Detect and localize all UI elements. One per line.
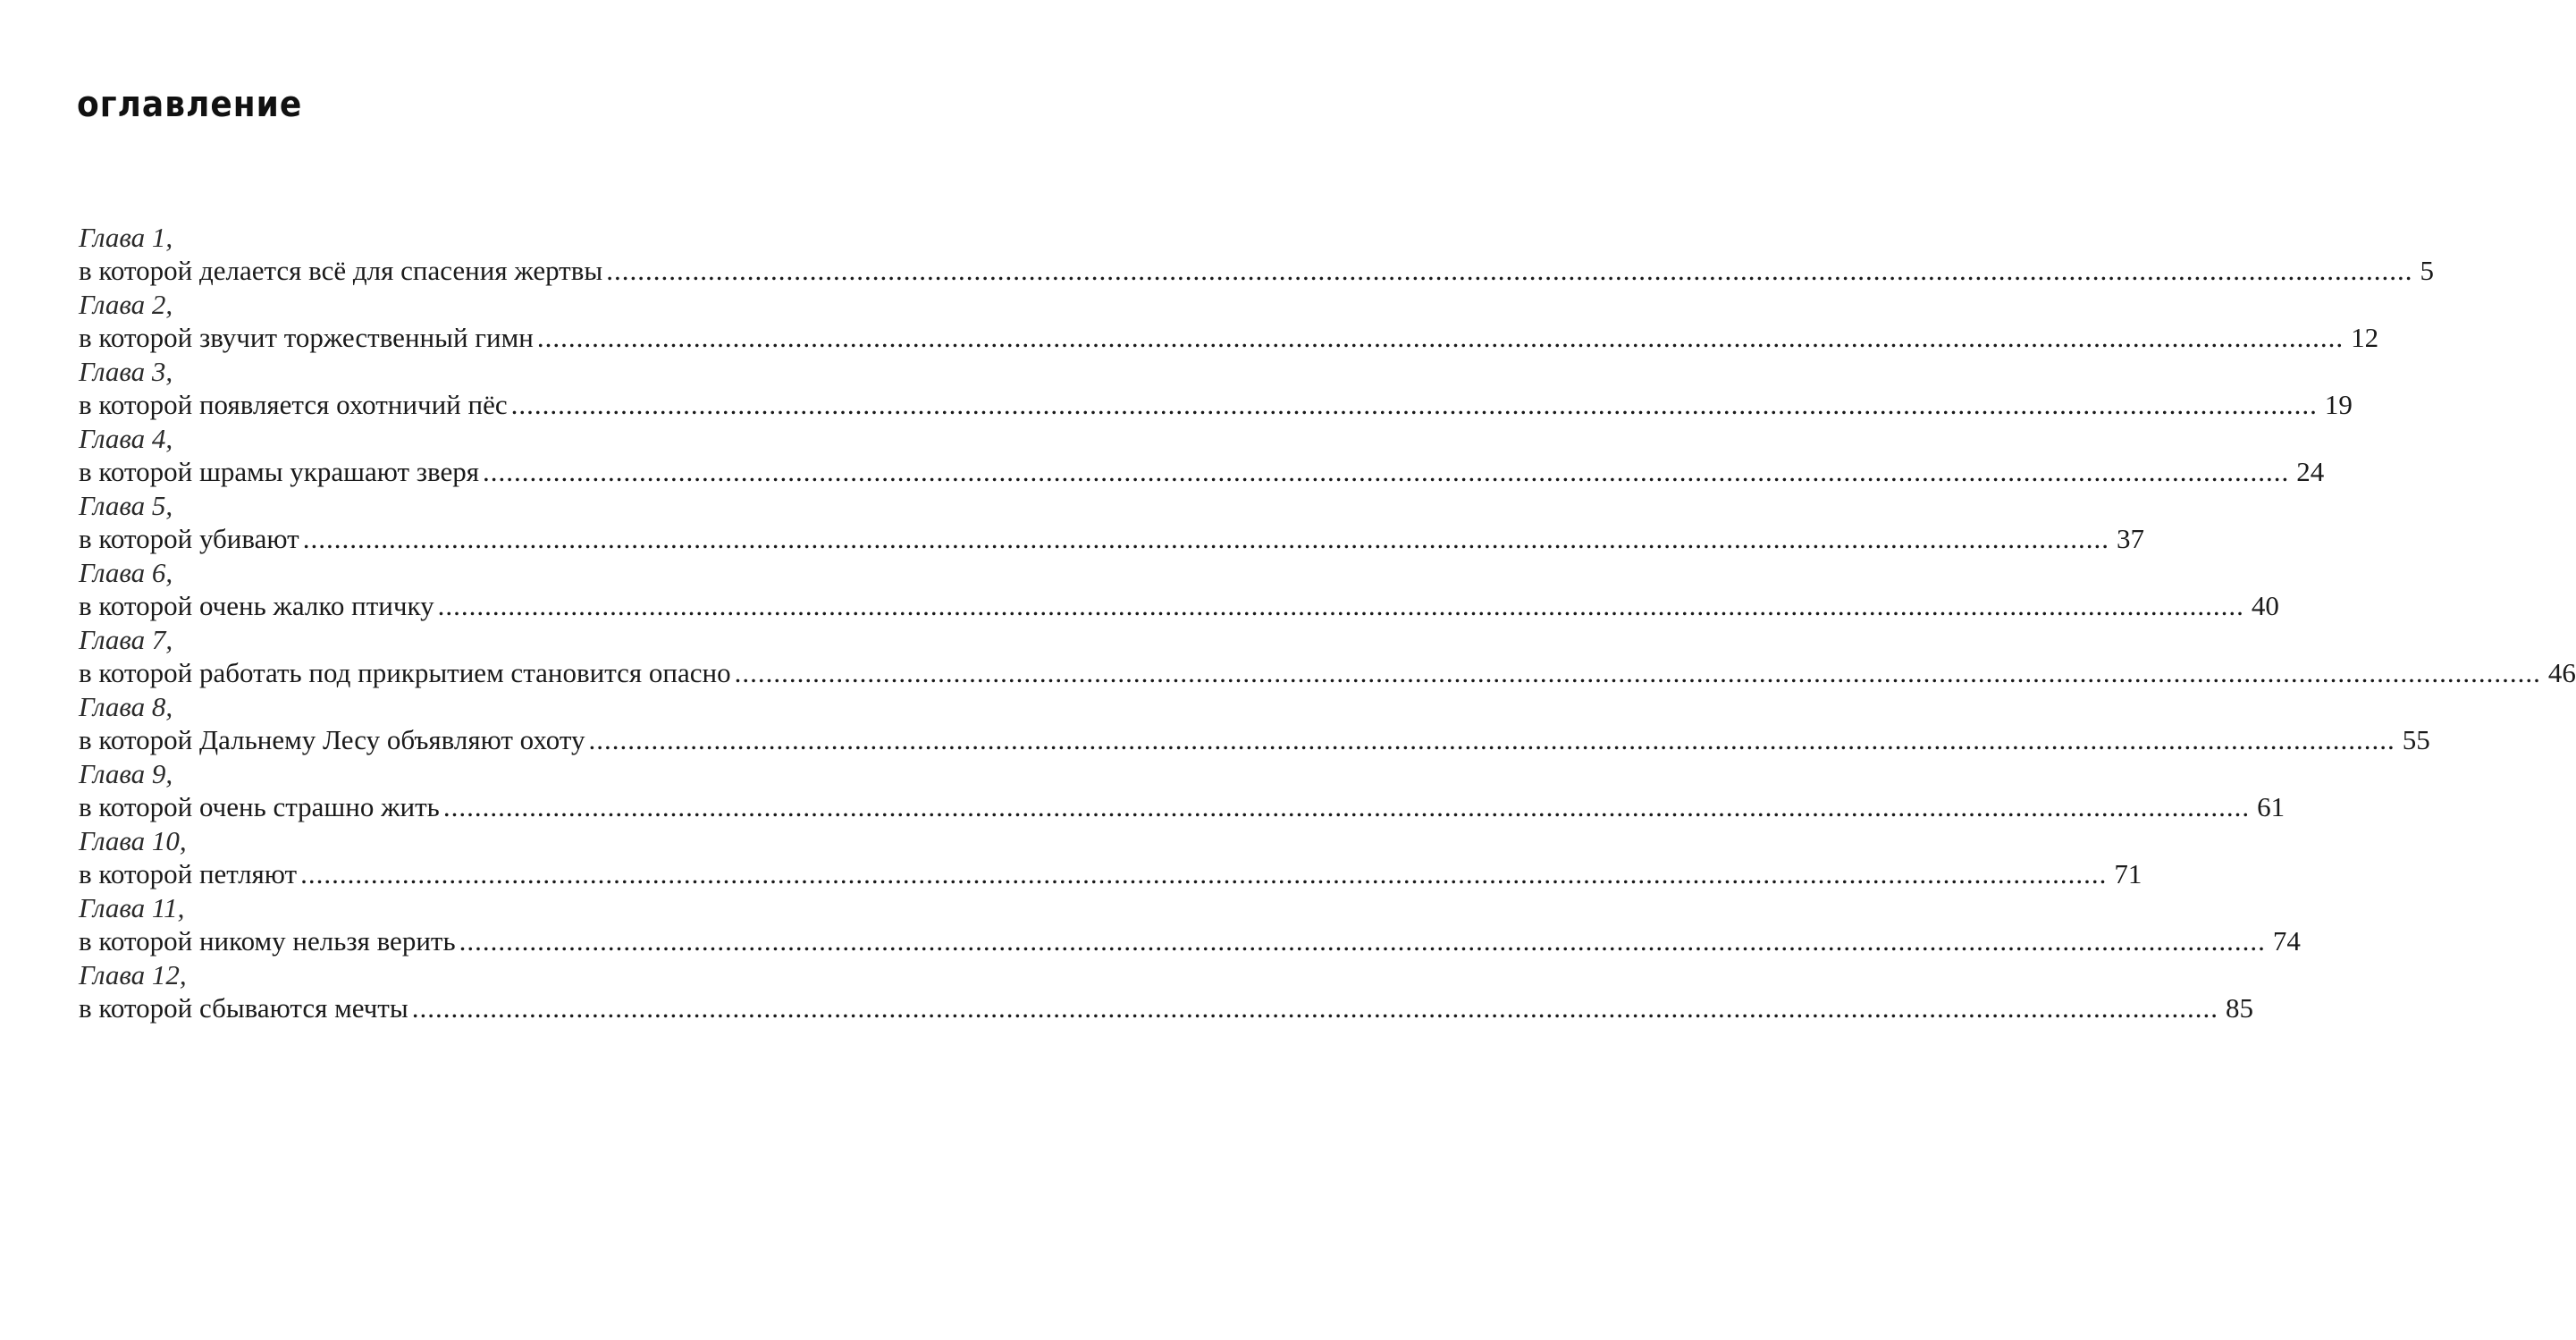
chapter-label: Глава 10, [79, 825, 187, 856]
entry-line [79, 656, 2576, 690]
page-number: 40 [2251, 590, 2279, 621]
entry-line [79, 924, 2301, 958]
entry-line [79, 991, 2253, 1025]
page-number: 85 [2225, 992, 2253, 1024]
chapter-title: в которой звучит торжественный гимн [79, 322, 534, 353]
toc-entry [79, 891, 2301, 958]
page-number: 5 [2420, 255, 2434, 286]
chapter-title: в которой убивают [79, 523, 299, 554]
toc-entry [79, 757, 2286, 824]
dot-leader [537, 321, 2344, 355]
chapter-label: Глава 9, [79, 758, 173, 789]
page-title: оглавление [77, 84, 303, 125]
toc-entry [79, 690, 2430, 757]
table-of-contents [79, 221, 2576, 1025]
toc-entry [79, 355, 2353, 422]
chapter-label: Глава 11, [79, 892, 185, 923]
chapter-label: Глава 12, [79, 959, 187, 990]
entry-line [79, 388, 2353, 422]
chapter-title: в которой Дальнему Лесу объявляют охоту [79, 724, 585, 755]
entry-line [79, 589, 2279, 623]
chapter-label: Глава 4, [79, 423, 173, 454]
page-number: 19 [2324, 389, 2353, 420]
chapter-title: в которой петляют [79, 858, 298, 889]
page-number: 46 [2547, 657, 2576, 688]
chapter-title: в которой работать под прикрытием становится опасно [79, 657, 731, 688]
chapter-label: Глава 5, [79, 490, 173, 521]
dot-leader [303, 522, 2109, 556]
toc-entry [79, 489, 2144, 556]
dot-leader [300, 857, 2107, 891]
dot-leader [443, 790, 2250, 824]
entry-line [79, 522, 2144, 556]
dot-leader [735, 656, 2541, 690]
toc-entry [79, 221, 2434, 288]
chapter-title: в которой появляется охотничий пёс [79, 389, 508, 420]
page-number: 55 [2402, 724, 2430, 755]
chapter-title: в которой делается всё для спасения жертвы [79, 255, 603, 286]
chapter-title: в которой сбываются мечты [79, 992, 408, 1024]
page-number: 37 [2116, 523, 2144, 554]
chapter-label: Глава 7, [79, 624, 173, 655]
page-number: 74 [2272, 925, 2301, 957]
dot-leader [511, 388, 2318, 422]
entry-line [79, 857, 2142, 891]
chapter-title: в которой шрамы украшают зверя [79, 456, 479, 487]
dot-leader [459, 924, 2266, 958]
chapter-title: в которой очень страшно жить [79, 791, 440, 822]
page-number: 61 [2257, 791, 2286, 822]
toc-entry [79, 288, 2379, 355]
page-number: 71 [2114, 858, 2142, 889]
entry-line [79, 254, 2434, 288]
toc-entry [79, 824, 2142, 891]
toc-entry [79, 422, 2325, 489]
page-number: 24 [2296, 456, 2325, 487]
entry-line [79, 790, 2286, 824]
chapter-label: Глава 3, [79, 356, 173, 387]
toc-entry [79, 556, 2279, 623]
chapter-title: в которой очень жалко птичку [79, 590, 434, 621]
chapter-label: Глава 1, [79, 222, 173, 253]
toc-entry [79, 958, 2253, 1025]
dot-leader [588, 723, 2395, 757]
entry-line [79, 321, 2379, 355]
chapter-title: в которой никому нельзя верить [79, 925, 456, 957]
chapter-label: Глава 2, [79, 289, 173, 320]
dot-leader [606, 254, 2412, 288]
entry-line [79, 455, 2325, 489]
dot-leader [483, 455, 2289, 489]
chapter-label: Глава 6, [79, 557, 173, 588]
page-number: 12 [2351, 322, 2379, 353]
dot-leader [438, 589, 2244, 623]
entry-line [79, 723, 2430, 757]
dot-leader [412, 991, 2218, 1025]
toc-entry [79, 623, 2576, 690]
chapter-label: Глава 8, [79, 691, 173, 722]
